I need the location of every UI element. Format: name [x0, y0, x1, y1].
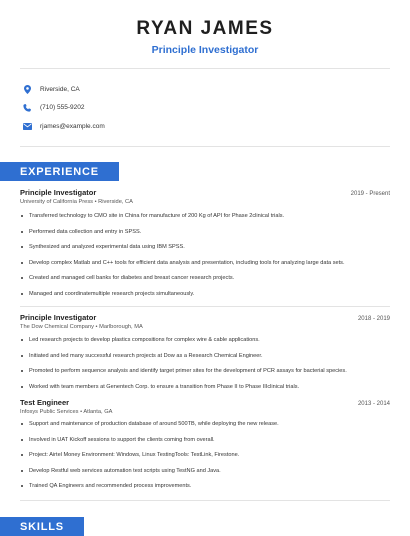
job-company: The Dow Chemical Company: [20, 323, 94, 330]
experience-end-divider: [20, 500, 390, 501]
list-item: Transferred technology to CMO site in China for manufacture of 200 Kg of API for Phase 2clinical trials.: [20, 209, 390, 225]
list-item: Performed data collection and entry in SPSS.: [20, 224, 390, 240]
job-divider: [20, 306, 390, 307]
job-organization: The Dow Chemical Company • Marlborough, MA: [20, 323, 143, 330]
list-item: Develop Restful web services automation test scripts using TestNG and Java.: [20, 463, 390, 479]
job-location: Riverside, CA: [98, 198, 133, 205]
candidate-title: Principle Investigator: [151, 44, 259, 56]
contact-location: [22, 80, 410, 99]
job-title: Principle Investigator: [20, 312, 97, 322]
job-organization: University of California Press • Riverside, CA: [20, 198, 133, 205]
list-item: Led research projects to develop plastics compositions for complex wire & cable applications.: [20, 333, 390, 349]
job-bullets: [20, 333, 390, 395]
contact-location-text: Riverside, CA: [40, 85, 80, 93]
list-item: Promoted to perform sequence analysis and identify target primer sites for the development of PCR assays for bacterial species.: [20, 364, 390, 380]
job-location: Marlborough, MA: [99, 323, 143, 330]
contact-phone: [22, 99, 410, 118]
list-item: Managed and coordinatemultiple research projects simultaneously.: [20, 286, 390, 302]
contact-divider: [20, 146, 390, 147]
contact-email: [22, 117, 410, 136]
skills-heading: SKILLS: [0, 517, 84, 536]
job-dates: 2013 - 2014: [357, 400, 390, 407]
email-icon: [22, 121, 32, 131]
contact-email-text: rjames@example.com: [40, 122, 105, 130]
list-item: Synthesized and analyzed experimental data using IBM SPSS.: [20, 240, 390, 256]
location-pin-icon: [22, 84, 32, 94]
job-title: Test Engineer: [20, 397, 70, 407]
job-entry: [0, 313, 410, 395]
list-item: Created and managed cell banks for diabetes and breast cancer research projects.: [20, 271, 390, 287]
phone-icon: [22, 103, 32, 113]
job-title: Principle Investigator: [20, 187, 97, 197]
list-item: Support and maintenance of production database of around 500TB, while deploying the new release.: [20, 417, 390, 433]
job-location: Atlanta, GA: [83, 408, 113, 415]
job-entry: [0, 398, 410, 495]
job-bullets: [20, 417, 390, 495]
contact-list: [0, 69, 410, 146]
candidate-name: RYAN JAMES: [136, 18, 274, 39]
resume-header: [0, 0, 410, 56]
job-organization: Infosys Public Services • Atlanta, GA: [20, 408, 113, 415]
list-item: Trained QA Engineers and recommended process improvements.: [20, 479, 390, 495]
list-item: Develop complex Matlab and C++ tools for efficient data analysis and presentation, including tools for analyzing large data sets.: [20, 255, 390, 271]
list-item: Involved in UAT Kickoff sessions to support the clients coming from overall.: [20, 432, 390, 448]
job-entry: [0, 188, 410, 302]
job-dates: 2019 - Present: [350, 190, 390, 197]
job-dates: 2018 - 2019: [357, 315, 390, 322]
job-company: Infosys Public Services: [20, 408, 79, 415]
experience-heading: EXPERIENCE: [0, 162, 119, 181]
contact-phone-text: (710) 555-9202: [40, 104, 85, 112]
list-item: Project: Airtel Money Environment: Windows, Linux TestingTools: TestLink, Firestone.: [20, 448, 390, 464]
list-item: Worked with team members at Genentech Corp. to ensure a transition from Phase II to Phase IIIclinical trials.: [20, 379, 390, 395]
job-company: University of California Press: [20, 198, 94, 205]
job-bullets: [20, 209, 390, 302]
list-item: Initiated and led many successful research projects at Dow as a Research Chemical Engineer.: [20, 348, 390, 364]
